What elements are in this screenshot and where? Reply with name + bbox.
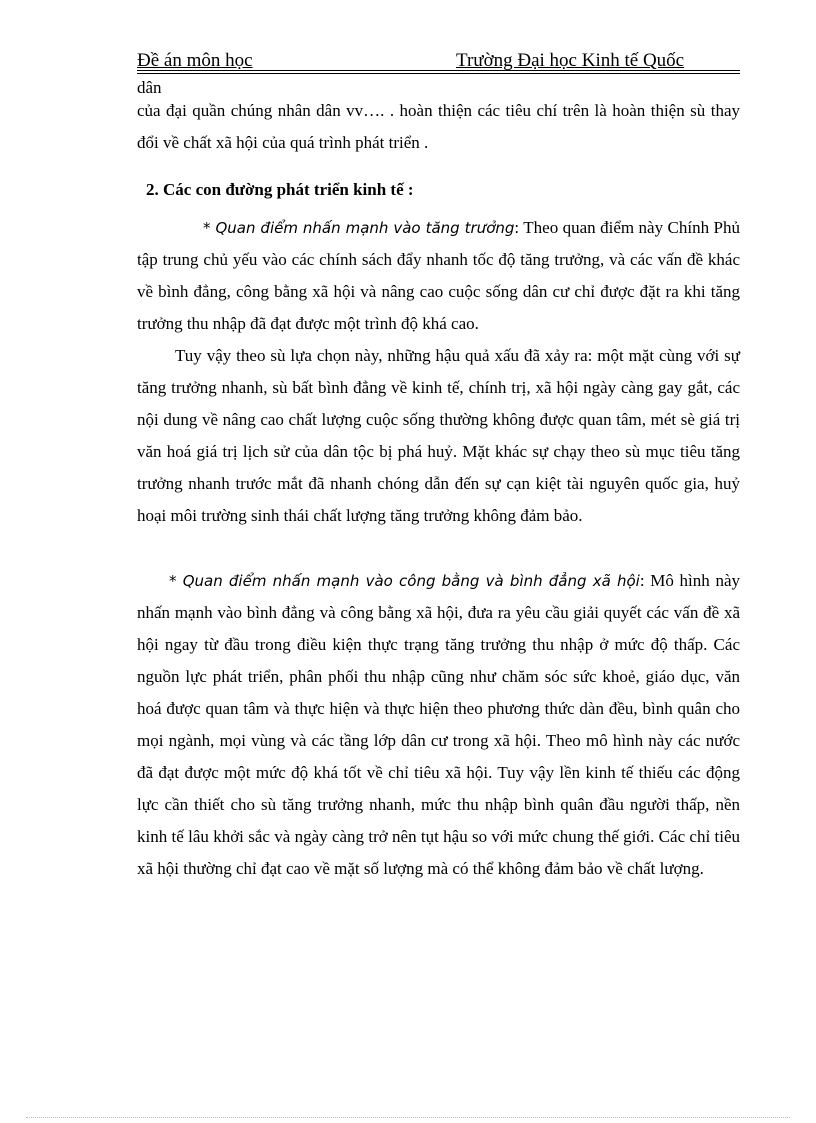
equity-view-term: * Quan điểm nhấn mạnh vào công bằng và bình đẳng xã hội [169,572,640,590]
growth-view-text: : Theo quan điểm này Chính Phủ tập trung chủ yếu vào các chính sách đẩy nhanh tốc độ tăng trưởng, và các vấn đề khác về bình đẳng, công bằng xã hội và nâng cao cuộc sống dân cư chỉ được đặt ra khi tăng trưởng thu nhập đã đạt được một trình độ khá cao. [137,218,740,333]
page-bottom-border [26,1117,790,1118]
section-heading: 2. Các con đường phát triển kinh tế : [146,180,414,199]
paragraph-growth-view [137,212,740,340]
header-divider [137,70,740,71]
header-divider-secondary [137,73,740,74]
paragraph-intro: của đại quần chúng nhân dân vv…. . hoàn thiện các tiêu chí trên là hoàn thiện sù thay đổi về chất xã hội của quá trình phát triển . [137,101,740,152]
growth-view-term: * Quan điểm nhấn mạnh vào tăng trưởng [203,219,515,237]
page-header [137,50,740,72]
paragraph-consequences: Tuy vậy theo sù lựa chọn này, những hậu quả xấu đã xảy ra: một mặt cùng với sự tăng trưởng nhanh, sù bất bình đẳng về kinh tế, chính trị, xã hội ngày càng gay gắt, các nội dung về nâng cao chất lượng cuộc sống thường không được quan tâm, mét sè giá trị văn hoá giá trị lịch sử của dân tộc bị phá huỷ. Mặt khác sự chạy theo sù mục tiêu tăng trưởng nhanh trước mắt đã nhanh chóng dẫn đến sự cạn kiệt tài nguyên quốc gia, huỷ hoại môi trường sinh thái chất lượng tăng trưởng không đảm bảo. [137,346,740,525]
header-course-title: Đề án môn học [137,50,253,71]
header-university-name: Trường Đại học Kinh tế Quốc [456,50,685,71]
equity-view-text: : Mô hình này nhấn mạnh vào bình đẳng và công bằng xã hội, đưa ra yêu cầu giải quyết các vấn đề xã hội ngay từ đầu trong điều kiện thực trạng tăng trưởng thu nhập ở mức độ thấp. Các nguồn lực phát triển, phân phối thu nhập cũng như chăm sóc sức khoẻ, giáo dục, văn hoá được quan tâm và thực hiện và thực hiện theo phương thức dàn đều, bình quân cho mọi ngành, mọi vùng và các tầng lớp dân cư trong xã hội. Theo mô hình này các nước đã đạt được một mức độ khá tốt về chỉ tiêu xã hội. Tuy vậy lền kinh tế thiếu các động lực cần thiết cho sù tăng trưởng nhanh, mức thu nhập bình quân đầu người thấp, nền kinh tế lâu khởi sắc và ngày càng trở nên tụt hậu so với mức chung thế giới. Các chỉ tiêu xã hội thường chỉ đạt cao về mặt số lượng mà có thể không đảm bảo về chất lượng. [137,571,740,878]
paragraph-equity-view [137,565,740,885]
header-continuation: dân [137,78,162,97]
